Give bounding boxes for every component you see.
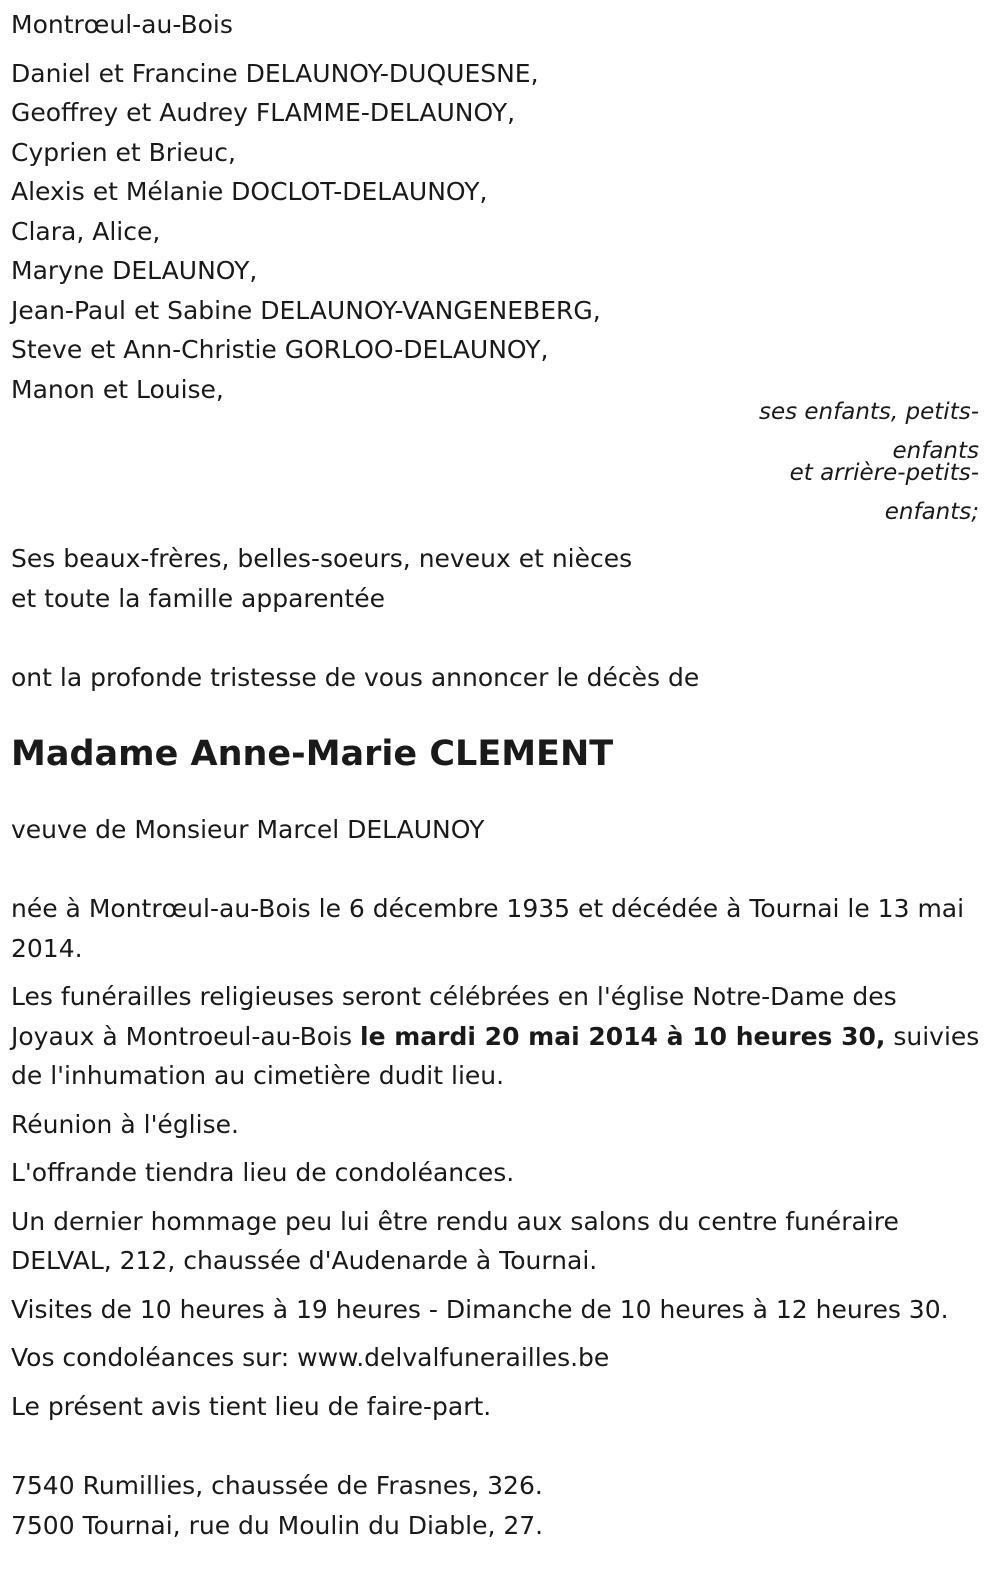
family-member: Jean-Paul et Sabine DELAUNOY-VANGENEBERG, xyxy=(11,295,601,325)
funeral-date-time: le mardi 20 mai 2014 à 10 heures 30, xyxy=(360,1021,886,1051)
relation-line: et arrière-petits- xyxy=(789,460,979,486)
extended-family-line: et toute la famille apparentée xyxy=(11,583,385,613)
family-member: Geoffrey et Audrey FLAMME-DELAUNOY, xyxy=(11,98,516,127)
relation-line: enfants xyxy=(892,438,979,464)
relation-line: enfants; xyxy=(884,499,979,525)
relation-line: ses enfants, petits- xyxy=(758,399,979,425)
family-member: Alexis et Mélanie DOCLOT-DELAUNOY, xyxy=(11,177,488,206)
announcement-text: ont la profonde tristesse de vous annoncer le décès de xyxy=(11,663,700,692)
condolences-text: Vos condoléances sur: www.delvalfunerailles.be xyxy=(11,1343,610,1372)
family-member: Manon et Louise, xyxy=(11,374,224,404)
birth-death-dates: née à Montrœul-au-Bois le 6 décembre 1935 et décédée à Tournai le 13 mai 2014. xyxy=(11,894,965,963)
address-line: 7540 Rumillies, chaussée de Frasnes, 326. xyxy=(11,1471,543,1500)
family-list xyxy=(11,54,986,410)
family-member: Clara, Alice, xyxy=(11,216,161,246)
tribute-text: Un dernier hommage peu lui être rendu aux salons du centre funéraire DELVAL, 212, chaussée d'Audenarde à Tournai. xyxy=(11,1206,899,1275)
funeral-text-end: suivies de l'inhumation au cimetière dudit lieu. xyxy=(11,1021,980,1090)
family-member: Steve et Ann-Christie GORLOO-DELAUNOY, xyxy=(11,335,549,364)
family-member: Daniel et Francine DELAUNOY-DUQUESNE, xyxy=(11,58,539,88)
obituary-notice xyxy=(11,5,986,1545)
offering-text: L'offrande tiendra lieu de condoléances. xyxy=(11,1158,515,1187)
widow-of: veuve de Monsieur Marcel DELAUNOY xyxy=(11,814,485,844)
visits-text: Visites de 10 heures à 19 heures - Dimanche de 10 heures à 12 heures 30. xyxy=(11,1294,949,1324)
extended-family-line: Ses beaux-frères, belles-soeurs, neveux et nièces xyxy=(11,544,633,573)
funeral-text: Les funérailles religieuses seront célébrées en l'église Notre-Dame des Joyaux à Montroeul-au-Bois xyxy=(11,982,897,1051)
relation-note xyxy=(11,393,979,532)
meeting-text: Réunion à l'église. xyxy=(11,1109,239,1139)
address-line: 7500 Tournai, rue du Moulin du Diable, 27. xyxy=(11,1510,544,1540)
family-member: Cyprien et Brieuc, xyxy=(11,137,236,167)
deceased-name: Madame Anne-Marie CLEMENT xyxy=(11,733,614,774)
place-name: Montrœul-au-Bois xyxy=(11,10,233,39)
notice-text: Le présent avis tient lieu de faire-part. xyxy=(11,1391,492,1421)
funeral-details xyxy=(11,977,986,1096)
family-member: Maryne DELAUNOY, xyxy=(11,256,258,285)
